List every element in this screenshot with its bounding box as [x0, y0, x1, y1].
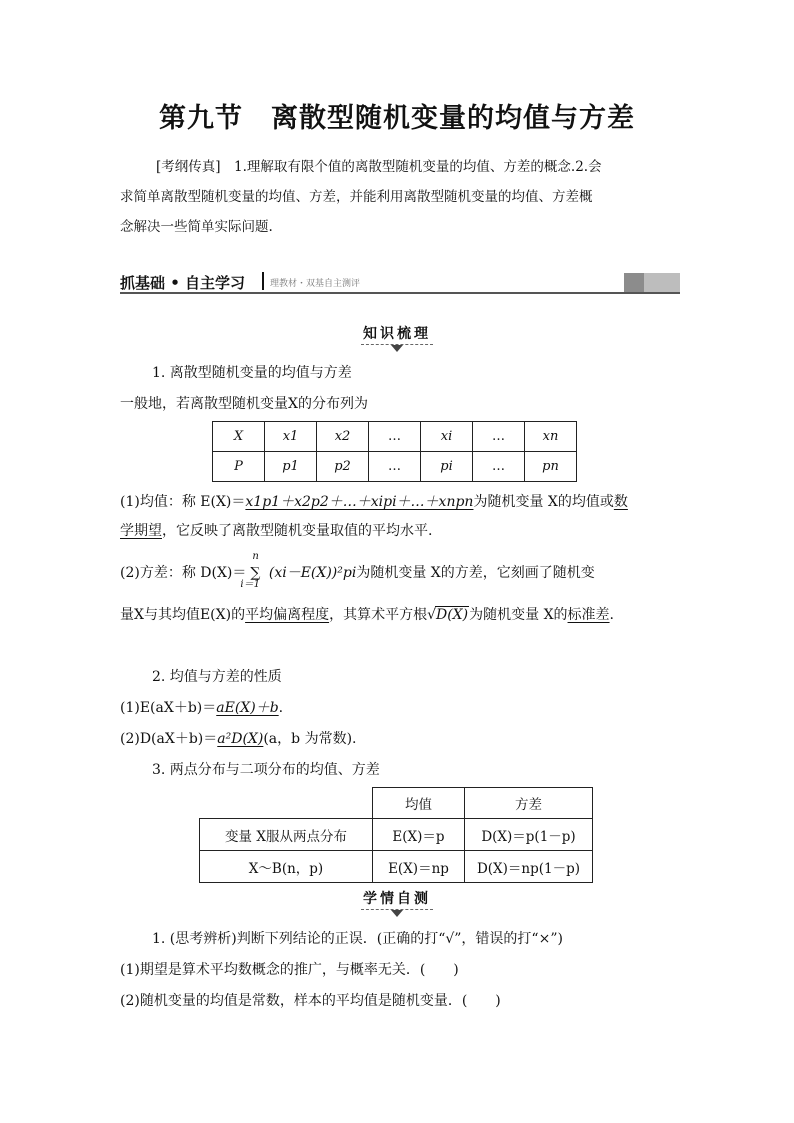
variance-expression: (xi－E(X))²pi	[268, 565, 357, 581]
property-2-prefix: (2)D(aX＋b)＝	[120, 731, 218, 747]
table-row	[200, 819, 593, 851]
distribution-summary-table	[199, 787, 593, 883]
item3-title: 3. 两点分布与二项分布的均值、方差	[152, 762, 380, 778]
variance-line2-d: .	[609, 607, 614, 623]
intro-line-2: 求简单离散型随机变量的均值、方差，并能利用离散型随机变量的均值、方差概	[120, 189, 593, 205]
banner-block-dark	[624, 273, 644, 292]
table-cell: X	[213, 422, 265, 452]
banner-label: 抓基础 • 自主学习	[120, 274, 246, 292]
property-1-prefix: (1)E(aX＋b)＝	[120, 700, 217, 716]
section-banner	[120, 270, 680, 294]
variance-term: 平均偏离程度	[245, 607, 330, 623]
property-2-suffix: (a，b 为常数).	[263, 731, 357, 747]
table-cell: x1	[265, 422, 317, 452]
table-cell: P	[213, 452, 265, 482]
syllabus-intro	[120, 152, 676, 242]
table-cell: 变量 X服从两点分布	[200, 819, 373, 851]
sum-upper: n	[252, 551, 259, 562]
item2-title: 2. 均值与方差的性质	[152, 669, 282, 685]
mean-mid: 为随机变量 X的均值或	[473, 494, 614, 510]
variance-line2-a: 量X与其均值E(X)的	[120, 607, 246, 623]
table-cell: pn	[525, 452, 577, 482]
mean-definition-line2	[120, 520, 432, 540]
property-1-answer: aE(X)＋b	[216, 700, 279, 716]
mean-formula: x1p1＋x2p2＋…＋xipi＋…＋xnpn	[245, 494, 474, 510]
intro-line-1: [考纲传真] 1.理解取有限个值的离散型随机变量的均值、方差的概念.2.会	[156, 159, 602, 175]
table-cell: …	[369, 452, 421, 482]
table-cell: D(X)＝p(1－p)	[465, 819, 593, 851]
knowledge-heading-text: 知识梳理	[363, 326, 431, 342]
banner-rule	[120, 292, 680, 294]
variance-mid: 为随机变量 X的方差，它刻画了随机变	[356, 565, 595, 581]
quiz-q1b: (2)随机变量的均值是常数，样本的平均值是随机变量．( )	[120, 993, 501, 1009]
knowledge-heading	[0, 323, 794, 345]
selftest-heading	[0, 888, 794, 910]
table-cell: X～B(n，p)	[200, 851, 373, 883]
table-cell: x2	[317, 422, 369, 452]
mean-prefix: (1)均值：称 E(X)＝	[120, 494, 246, 510]
table-header-cell: 均值	[373, 788, 465, 819]
table-cell: p2	[317, 452, 369, 482]
std-term: 标准差	[567, 607, 610, 623]
property-1-suffix: .	[278, 700, 284, 716]
intro-line-3: 念解决一些简单实际问题.	[120, 219, 273, 235]
table-header-cell	[200, 788, 373, 819]
down-triangle-icon	[391, 345, 403, 352]
item1-intro: 一般地，若离散型随机变量X的分布列为	[120, 396, 368, 412]
table-row	[213, 422, 577, 452]
banner-block-light	[644, 273, 680, 292]
selftest-heading-text: 学情自测	[363, 891, 431, 907]
variance-line2-b: ，其算术平方根	[329, 607, 428, 623]
table-cell: p1	[265, 452, 317, 482]
sqrt-argument: D(X)	[436, 607, 469, 623]
distribution-table	[212, 421, 577, 482]
variance-definition-line2	[120, 604, 614, 624]
banner-subtitle: 理教材・双基自主测评	[270, 279, 361, 289]
sum-lower: i＝1	[240, 579, 260, 590]
variance-line2-c: 为随机变量 X的	[469, 607, 568, 623]
property-2-answer: a²D(X)	[217, 731, 264, 747]
variance-definition	[120, 551, 595, 590]
table-row	[213, 452, 577, 482]
table-row	[200, 851, 593, 883]
table-header-cell: 方差	[465, 788, 593, 819]
table-cell: E(X)＝p	[373, 819, 465, 851]
page-title: 第九节 离散型随机变量的均值与方差	[159, 103, 635, 134]
down-triangle-icon	[391, 910, 403, 917]
table-cell: …	[473, 422, 525, 452]
table-cell: …	[473, 452, 525, 482]
mean-suffix: ，它反映了离散型随机变量取值的平均水平.	[162, 523, 433, 539]
mean-term-part2: 学期望	[120, 523, 162, 539]
table-cell: xi	[421, 422, 473, 452]
table-cell: …	[369, 422, 421, 452]
quiz-q1: 1. (思考辨析)判断下列结论的正误．(正确的打“√”，错误的打“×”)	[152, 931, 563, 947]
table-cell: E(X)＝np	[373, 851, 465, 883]
table-cell: pi	[421, 452, 473, 482]
table-header-row	[200, 788, 593, 819]
variance-prefix: (2)方差：称 D(X)＝	[120, 565, 247, 581]
quiz-q1a: (1)期望是算术平均数概念的推广，与概率无关．( )	[120, 962, 459, 978]
banner-separator	[262, 272, 264, 290]
item1-title: 1. 离散型随机变量的均值与方差	[152, 365, 352, 381]
sum-symbol: n ∑ i＝1	[240, 551, 261, 590]
table-cell: D(X)＝np(1－p)	[465, 851, 593, 883]
property-2	[120, 728, 356, 748]
mean-definition	[120, 491, 628, 511]
mean-term-part1: 数	[613, 494, 628, 510]
property-1	[120, 697, 283, 717]
sqrt-icon: √	[427, 607, 436, 623]
table-cell: xn	[525, 422, 577, 452]
